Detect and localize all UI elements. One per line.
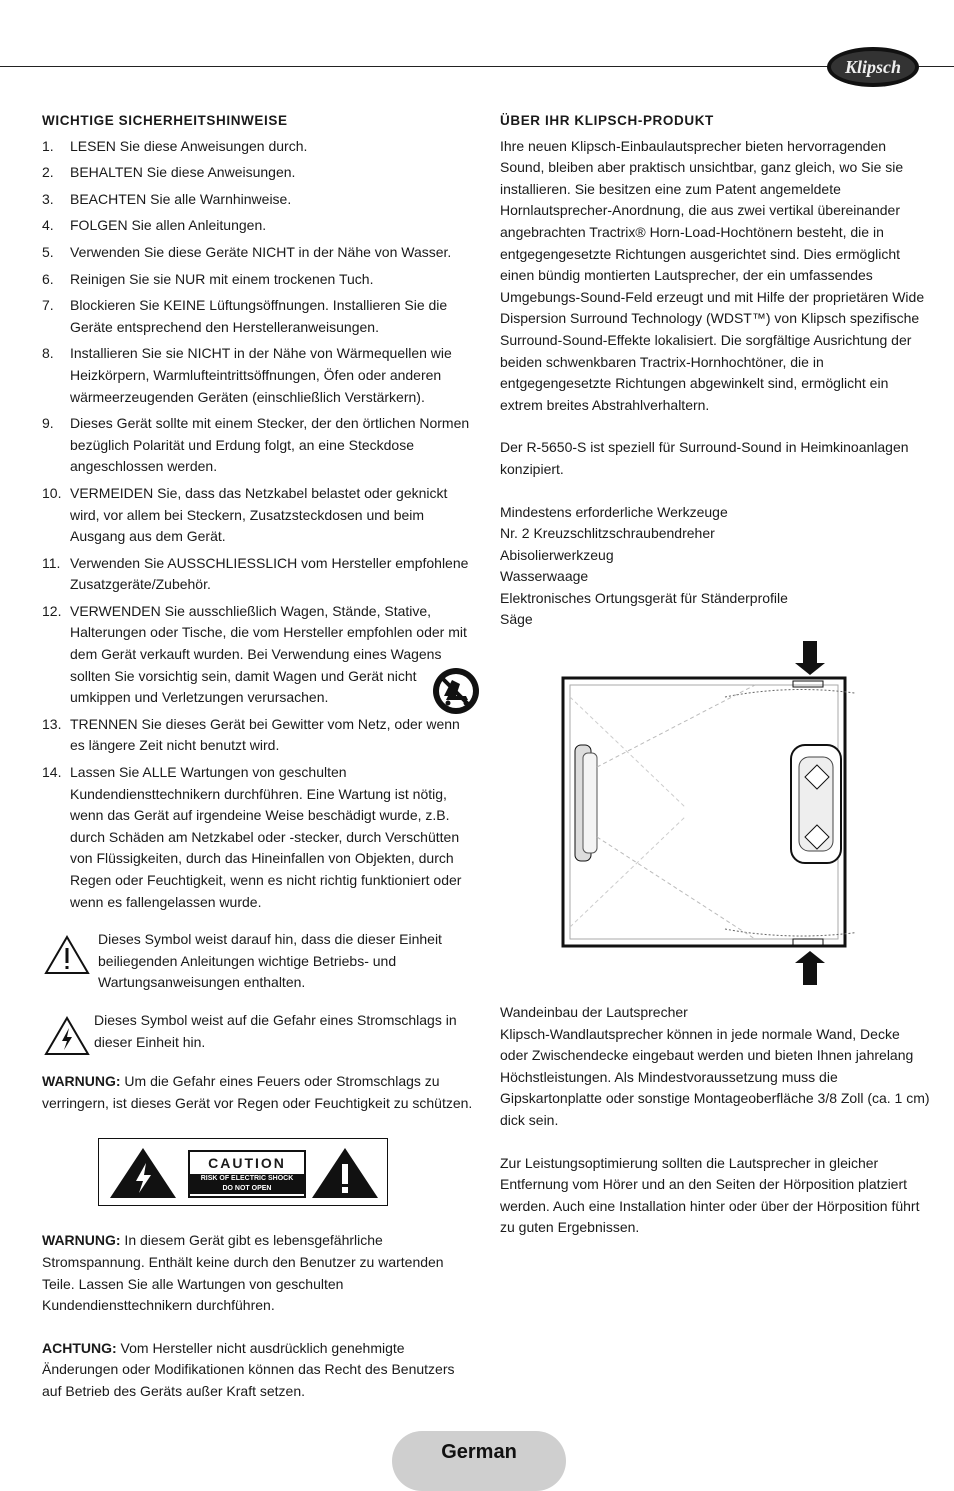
language-label: German (441, 1441, 517, 1463)
tool-item: Elektronisches Ortungsgerät für Ständerprofile (500, 589, 788, 606)
language-tab (392, 1431, 566, 1491)
caution-line2: DO NOT OPEN (222, 1185, 272, 1193)
safety-item: 9. Dieses Gerät sollte mit einem Stecker, der den örtlichen Normen bezüglich Polarität und Erdung folgt, an eine Steckdose angeschlossen werden. (42, 415, 470, 475)
safety-item: 3. BEACHTEN Sie alle Warnhinweise. (42, 190, 292, 207)
safety-item: 14. Lassen Sie ALLE Wartungen von geschulten Kundendiensttechnikern durchführen. Eine Wartung ist nötig, wenn das Gerät auf irgendeine Weise beschädigt wurde, z.B. durch Schäden am Netzkabel oder -stecker, durch Verschütten von Flüssigkeiten, durch das Hineinfallen von Objekten, durch Regen oder Feuchtigkeit, wenn es nicht richtig funktioniert oder wenn es fallengelassen wurde. (42, 764, 462, 910)
klipsch-logo (826, 46, 920, 88)
no-cart-tip-icon (430, 666, 482, 716)
tool-item: Nr. 2 Kreuzschlitzschraubendreher (500, 525, 715, 542)
wall-heading: Wandeinbau der Lautsprecher (500, 1004, 688, 1021)
warning1: WARNUNG: Um die Gefahr eines Feuers oder Stromschlags zu verringern, ist dieses Gerät vor Regen oder Feuchtigkeit zu schützen. (42, 1073, 473, 1111)
model-note: Der R-5650-S ist speziell für Surround-Sound in Heimkinoanlagen konzipiert. (500, 439, 909, 477)
product-description: Ihre neuen Klipsch-Einbaulautsprecher bieten hervorragenden Sound, bleiben aber praktisch unsichtbar, ganz gleich, wo Sie sie installieren. Sie besitzen eine zum Patent angemeldete Hornlautsprecher-Anordnung, die aus zwei vertikal übereinander angebrachten Tractrix® Horn-Load-Hochtönern besteht, die in entgegengesetzte Richtungen ausgerichtet sind. Dies ermöglicht einen bündig montierten Lautsprecher, der ein umfassendes Umgebungs-Sound-Feld erzeugt und mit Hilfe der proprietären Wide Dispersion Surround Technology (WDST™) von Klipsch spezifische Surround-Sound-Effekte lokalisiert. Die sorgfältige Ausrichtung der beiden schwenkbaren Tractrix-Hornhochtöner, die in entgegengesetzte Richtungen abgewinkelt sind, ermöglicht ein extrem breites Abstrahlverhaltern. (500, 137, 925, 413)
safety-item: 7. Blockieren Sie KEINE Lüftungsöffnungen. Installieren Sie die Geräte entsprechend den Herstelleranweisungen. (42, 297, 448, 335)
safety-item: 2. BEHALTEN Sie diese Anweisungen. (42, 164, 296, 181)
tools-heading: Mindestens erforderliche Werkzeuge (500, 503, 728, 520)
warning-symbol-note (42, 929, 474, 994)
exclamation-triangle-icon (44, 935, 90, 975)
exclamation-warning-icon (311, 1147, 379, 1199)
wall-text-1: Klipsch-Wandlautsprecher können in jede normale Wand, Decke oder Zwischendecke eingebaut werden und bieten Ihnen jahrelang Höchstleistungen. Als Mindestvoraussetzung muss die Gipskartonplatte oder sonstige Montageoberfläche 3/8 Zoll (ca. 1 cm) dick sein. (500, 1025, 930, 1129)
symbol2-text: Dieses Symbol weist auf die Gefahr eines Stromschlags in dieser Einheit hin. (94, 1011, 457, 1050)
tool-item: Wasserwaage (500, 568, 589, 585)
safety-item: 4. FOLGEN Sie allen Anleitungen. (42, 217, 267, 234)
arrow-up-icon (795, 951, 825, 985)
wall-text-2: Zur Leistungsoptimierung sollten die Lautsprecher in gleicher Entfernung vom Hörer und an den Seiten der Hörposition platziert werden. Auch eine Installation hinter oder über der Hörposition führt zu guten Ergebnissen. (500, 1154, 920, 1236)
tool-item: Säge (500, 611, 533, 628)
tools-list (500, 523, 930, 631)
safety-item: 5. Verwenden Sie diese Geräte NICHT in der Nähe von Wasser. (42, 243, 452, 260)
logo-text: Klipsch (844, 57, 902, 77)
lightning-triangle-icon (44, 1016, 90, 1056)
caution-title: CAUTION (208, 1155, 286, 1172)
safety-item: 10. VERMEIDEN Sie, dass das Netzkabel belastet oder geknickt wird, vor allem bei Steckern, Zusatzsteckdosen und beim Ausgang aus dem Gerät. (42, 484, 448, 545)
warning2: WARNUNG: In diesem Gerät gibt es lebensgefährliche Stromspannung. Enthält keine durch den Benutzer zu wartenden Teile. Lassen Sie alle Wartungen von geschulten Kundendiensttechnikern durchführen. (42, 1232, 444, 1314)
safety-item: 8. Installieren Sie sie NICHT in der Nähe von Wärmequellen wie Heizkörpern, Warmlufteintrittsöffnungen, Öfen oder anderen wärmeerzeugenden Geräten (einschließlich Verstärkern). (42, 345, 452, 405)
safety-item: 12. VERWENDEN Sie ausschließlich Wagen, Stände, Stative, Halterungen oder Tische, die vom Hersteller empfohlen oder mit dem Gerät verkauft wurden. Bei Verwendung eines Wagens sollten Sie vorsichtig sein, damit Wagen und Gerät nicht umkippen und Verletzungen verursachen. (42, 602, 467, 706)
lightning-warning-icon (109, 1147, 177, 1199)
caution-label (98, 1138, 388, 1206)
caution-box (188, 1150, 306, 1198)
header-rule (0, 66, 954, 67)
left-column (42, 110, 474, 1403)
safety-item: 6. Reinigen Sie sie NUR mit einem trockenen Tuch. (42, 270, 374, 287)
shock-symbol-note (42, 1010, 474, 1053)
safety-item: 13. TRENNEN Sie dieses Gerät bei Gewitter vom Netz, oder wenn es längere Zeit nicht benutzt wird. (42, 715, 460, 754)
product-heading: ÜBER IHR KLIPSCH-PRODUKT (500, 113, 714, 128)
tool-item: Abisolierwerkzeug (500, 546, 614, 563)
attention-note: ACHTUNG: Vom Hersteller nicht ausdrücklich genehmigte Änderungen oder Modifikationen können das Recht des Benutzers auf Betrieb des Geräts außer Kraft setzen. (42, 1339, 455, 1399)
arrow-down-icon (795, 641, 825, 675)
safety-item: 11. Verwenden Sie AUSSCHLIESSLICH vom Hersteller empfohlene Zusatzgeräte/Zubehör. (42, 554, 469, 593)
room-placement-diagram (555, 637, 855, 989)
symbol1-text: Dieses Symbol weist darauf hin, dass die dieser Einheit beiliegenden Anleitungen wichtige Betriebs- und Wartungsanweisungen enthalten. (98, 931, 442, 991)
safety-list (42, 136, 474, 914)
safety-heading: WICHTIGE SICHERHEITSHINWEISE (42, 113, 288, 128)
caution-line1: RISK OF ELECTRIC SHOCK (200, 1175, 294, 1183)
safety-item: 1. LESEN Sie diese Anweisungen durch. (42, 137, 308, 154)
